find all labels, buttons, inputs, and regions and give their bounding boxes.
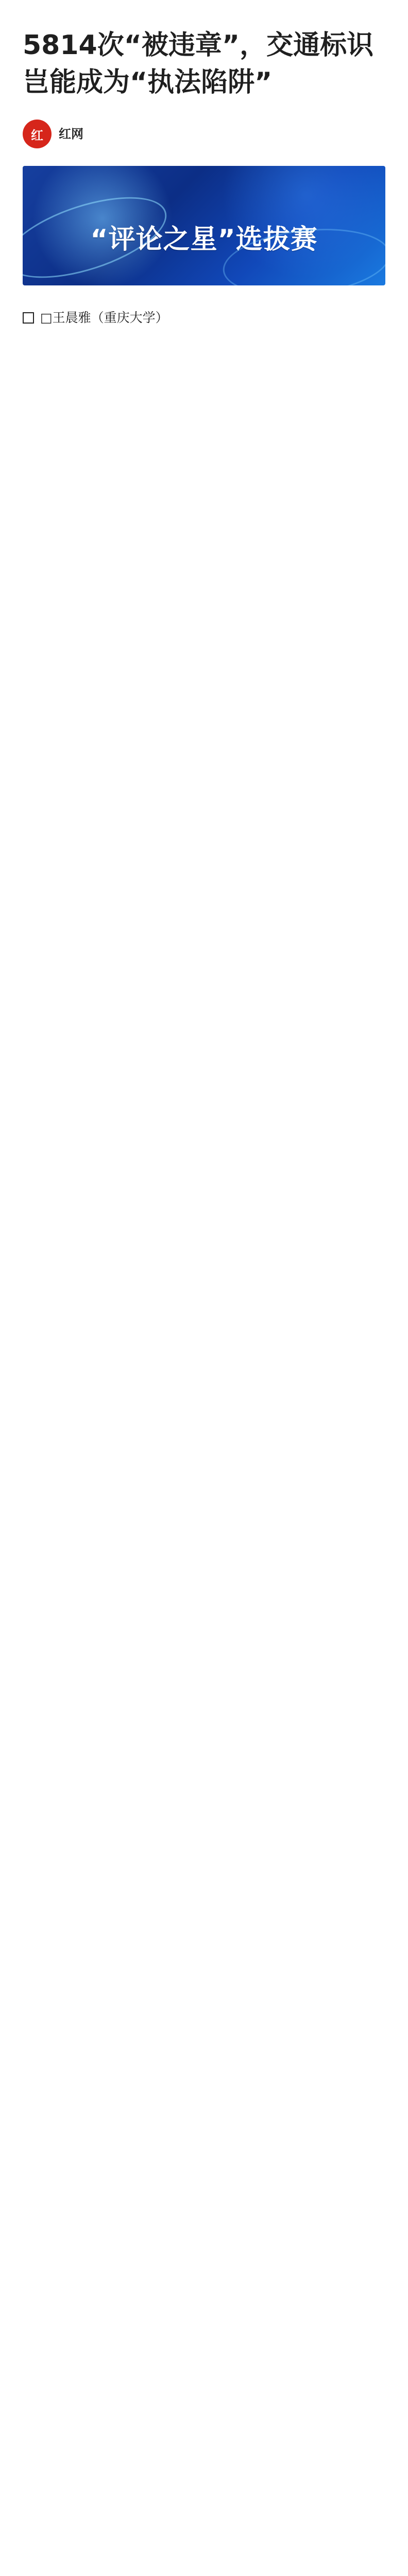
author-box-icon <box>23 312 34 324</box>
author-row <box>23 309 385 327</box>
author-name: □王晨雅（重庆大学） <box>40 310 168 325</box>
source-name: 红网 <box>59 126 83 141</box>
article-body <box>0 327 408 347</box>
event-banner <box>23 166 385 285</box>
banner-title: “评论之星”选拔赛 <box>90 224 318 255</box>
source-logo-icon: 红 <box>23 120 52 148</box>
source-row <box>23 120 385 148</box>
article-header <box>0 0 408 148</box>
article-title: 5814次“被违章”，交通标识岂能成为“执法陷阱” <box>23 30 374 98</box>
source-meta <box>59 124 83 145</box>
